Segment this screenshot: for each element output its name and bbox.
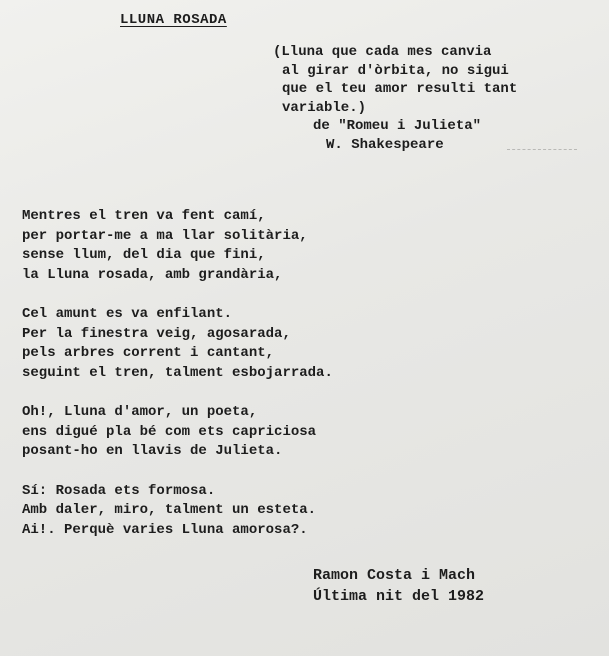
epigraph: [273, 43, 517, 154]
epigraph-line: variable.): [282, 99, 367, 116]
poem-line: seguint el tren, talment esbojarrada.: [22, 364, 333, 381]
poem-line: Amb daler, miro, talment un esteta.: [22, 502, 317, 518]
signature-block: [313, 565, 484, 607]
signature-date: Última nit del 1982: [313, 588, 485, 605]
poem-line: pels arbres corrent i cantant,: [22, 345, 275, 361]
poem-line: sense llum, del dia que fini,: [22, 247, 266, 263]
stanza-1: [22, 207, 333, 285]
epigraph-source: de "Romeu i Julieta": [313, 118, 482, 134]
poem-line: la Lluna rosada, amb grandària,: [22, 266, 283, 283]
stanza-4: [22, 482, 333, 541]
epigraph-line: (Lluna que cada mes canvia: [273, 44, 492, 60]
poem-body: [22, 207, 333, 560]
poem-line: Ai!. Perquè varies Lluna amorosa?.: [22, 521, 308, 538]
poem-line: per portar-me a ma llar solitària,: [22, 227, 308, 244]
poem-line: Per la finestra veig, agosarada,: [22, 325, 291, 342]
poem-title: LLUNA ROSADA: [120, 12, 227, 28]
poem-line: Cel amunt es va enfilant.: [22, 306, 233, 322]
epigraph-author: W. Shakespeare: [326, 136, 444, 153]
poem-line: ens digué pla bé com ets capriciosa: [22, 423, 317, 440]
poem-line: Sí: Rosada ets formosa.: [22, 482, 216, 499]
poem-line: Mentres el tren va fent camí,: [22, 208, 266, 224]
epigraph-line: que el teu amor resulti tant: [282, 81, 518, 97]
poem-line: posant-ho en llavis de Julieta.: [22, 443, 283, 459]
author-name: Ramon Costa i Mach: [313, 567, 476, 584]
poem-line: Oh!, Lluna d'amor, un poeta,: [22, 404, 258, 420]
epigraph-line: al girar d'òrbita, no sigui: [282, 62, 509, 79]
stanza-2: [22, 305, 333, 383]
faint-dash-mark: [507, 149, 577, 151]
stanza-3: [22, 403, 333, 462]
